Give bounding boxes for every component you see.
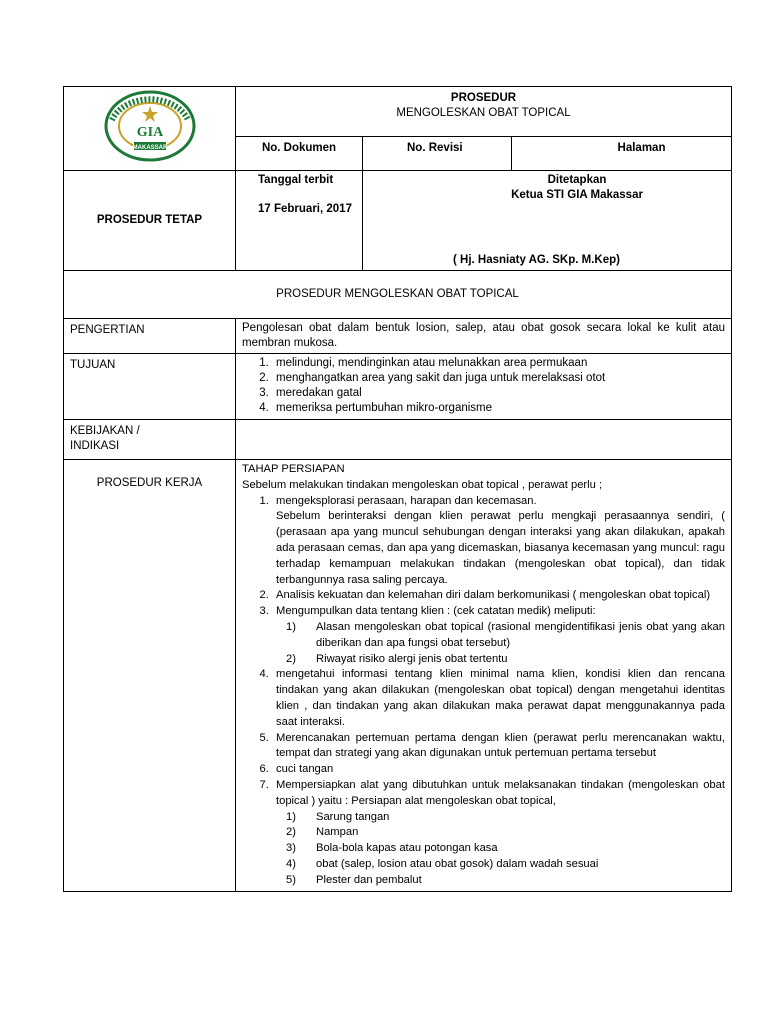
tanggal-label: Tanggal terbit bbox=[258, 174, 334, 186]
sub-text: Riwayat risiko alergi jenis obat tertentu bbox=[316, 652, 508, 665]
kebijakan-label-line2: INDIKASI bbox=[70, 440, 120, 452]
ditetapkan-label: Ditetapkan bbox=[547, 174, 607, 186]
tujuan-item: 1. melindungi, mendinginkan atau melunakkan area permukaan bbox=[272, 356, 725, 371]
sub-marker: 4) bbox=[286, 857, 296, 870]
sub-text: obat (salep, losion atau obat gosok) dalam wadah sesuai bbox=[316, 857, 599, 870]
sub-item bbox=[286, 841, 725, 857]
signatory-name: ( Hj. Hasniaty AG. SKp. M.Kep) bbox=[453, 254, 620, 266]
school-logo bbox=[104, 90, 196, 162]
kebijakan-label-line1: KEBIJAKAN / bbox=[70, 425, 140, 437]
sub-marker: 5) bbox=[286, 873, 296, 886]
sub-marker: 2) bbox=[286, 826, 296, 839]
sub-item bbox=[286, 857, 725, 873]
tujuan-label: TUJUAN bbox=[64, 354, 236, 420]
doc-title-cell bbox=[236, 87, 732, 137]
tahap-heading: TAHAP PERSIAPAN bbox=[242, 463, 345, 475]
header-halaman: Halaman bbox=[512, 137, 732, 171]
pengertian-text: Pengolesan obat dalam bentuk losion, salep, atau obat gosok secara lokal ke kulit atau membran mukosa. bbox=[236, 319, 732, 354]
prosedur-kerja-content bbox=[236, 460, 732, 892]
header-no-dokumen: No. Dokumen bbox=[236, 137, 363, 171]
step-5: 5. Merencanakan pertemuan pertama dengan klien (perawat perlu merencanakan waktu, tempat dan strategi yang akan digunakan untuk pertemuan pertama tersebut bbox=[272, 731, 725, 763]
sub-marker: 3) bbox=[286, 842, 296, 855]
step-item bbox=[272, 778, 725, 889]
step-3-sublist bbox=[276, 620, 725, 667]
sub-text: Bola-bola kapas atau potongan kasa bbox=[316, 842, 498, 855]
step-item bbox=[272, 494, 725, 589]
sub-marker: 2) bbox=[286, 652, 296, 665]
sub-item bbox=[286, 652, 725, 668]
tujuan-item: 2. menghangatkan area yang sakit dan juga untuk merelaksasi otot bbox=[272, 371, 725, 386]
sub-item bbox=[286, 873, 725, 889]
tahap-intro: Sebelum melakukan tindakan mengoleskan obat topical , perawat perlu ; bbox=[242, 478, 603, 491]
tujuan-item: 3. meredakan gatal bbox=[272, 386, 725, 401]
doc-title-line1: PROSEDUR bbox=[450, 92, 517, 104]
logo-cell bbox=[64, 87, 236, 171]
sop-table bbox=[63, 86, 732, 892]
sub-item bbox=[286, 810, 725, 826]
tujuan-list bbox=[242, 356, 725, 416]
kebijakan-label bbox=[64, 420, 236, 460]
tujuan-content bbox=[236, 354, 732, 420]
tujuan-item: 4. memeriksa pertumbuhan mikro-organisme bbox=[272, 401, 725, 416]
sub-marker: 1) bbox=[286, 620, 296, 633]
step-7-sublist bbox=[276, 810, 725, 889]
doc-title-line2: MENGOLESKAN OBAT TOPICAL bbox=[396, 107, 571, 119]
ditetapkan-cell bbox=[363, 171, 732, 271]
step-3: 3. Mengumpulkan data tentang klien : (cek catatan medik) meliputi: bbox=[276, 605, 596, 618]
tanggal-cell bbox=[236, 171, 363, 271]
tanggal-value: 17 Februari, 2017 bbox=[258, 203, 352, 215]
logo-makassar-text: MAKASSAR bbox=[132, 145, 167, 151]
step-6: 6. cuci tangan bbox=[272, 762, 725, 778]
sub-text: Plester dan pembalut bbox=[316, 873, 422, 886]
step-1-detail: Sebelum berinteraksi dengan klien perawat perlu mengkaji perasaannya sendiri, ( (perasaan apa yang muncul sehubungan dengan interaksi yang akan dilakukan, apakah ada perasaan cemas, dan apa yang dicemaskan, biasanya kecemasan yang muncul: ragu terhadap kemampuan melakukan tindakan (mengoleskan obat topical), dan tidak terbangunnya rasa saling percaya. bbox=[276, 510, 725, 586]
step-4: 4. mengetahui informasi tentang klien minimal nama klien, kondisi klien dan rencana tindakan yang akan dilakukan (mengoleskan obat topical) dengan mengetahui identitas klien , dan tindakan yang akan dilakukan maka perawat dapat menggunakannya pada saat interaksi. bbox=[272, 667, 725, 730]
prosedur-kerja-label: PROSEDUR KERJA bbox=[64, 460, 236, 892]
logo-gia-text: GIA bbox=[136, 125, 163, 140]
step-2: 2. Analisis kekuatan dan kelemahan diri dalam berkomunikasi ( mengoleskan obat topical) bbox=[272, 588, 725, 604]
sub-text: Nampan bbox=[316, 826, 359, 839]
sub-text: Alasan mengoleskan obat topical (rasional mengidentifikasi jenis obat yang akan diberikan dan apa fungsi obat tersebut) bbox=[316, 620, 725, 649]
pengertian-label: PENGERTIAN bbox=[64, 319, 236, 354]
sub-item bbox=[286, 620, 725, 652]
sub-text: Sarung tangan bbox=[316, 810, 390, 823]
prosedur-steps bbox=[242, 494, 725, 889]
kebijakan-content bbox=[236, 420, 732, 460]
header-no-revisi: No. Revisi bbox=[363, 137, 512, 171]
sub-marker: 1) bbox=[286, 810, 296, 823]
prosedur-tetap-label: PROSEDUR TETAP bbox=[64, 171, 236, 271]
step-item bbox=[272, 604, 725, 667]
step-1: 1. mengeksplorasi perasaan, harapan dan kecemasan. bbox=[276, 494, 537, 507]
section-title: PROSEDUR MENGOLESKAN OBAT TOPICAL bbox=[64, 271, 732, 319]
sub-item bbox=[286, 825, 725, 841]
step-7: 7. Mempersiapkan alat yang dibutuhkan untuk melaksanakan tindakan (mengoleskan obat topical ) yaitu : Persiapan alat mengoleskan obat topical, bbox=[276, 778, 725, 807]
ketua-label: Ketua STI GIA Makassar bbox=[511, 189, 643, 201]
